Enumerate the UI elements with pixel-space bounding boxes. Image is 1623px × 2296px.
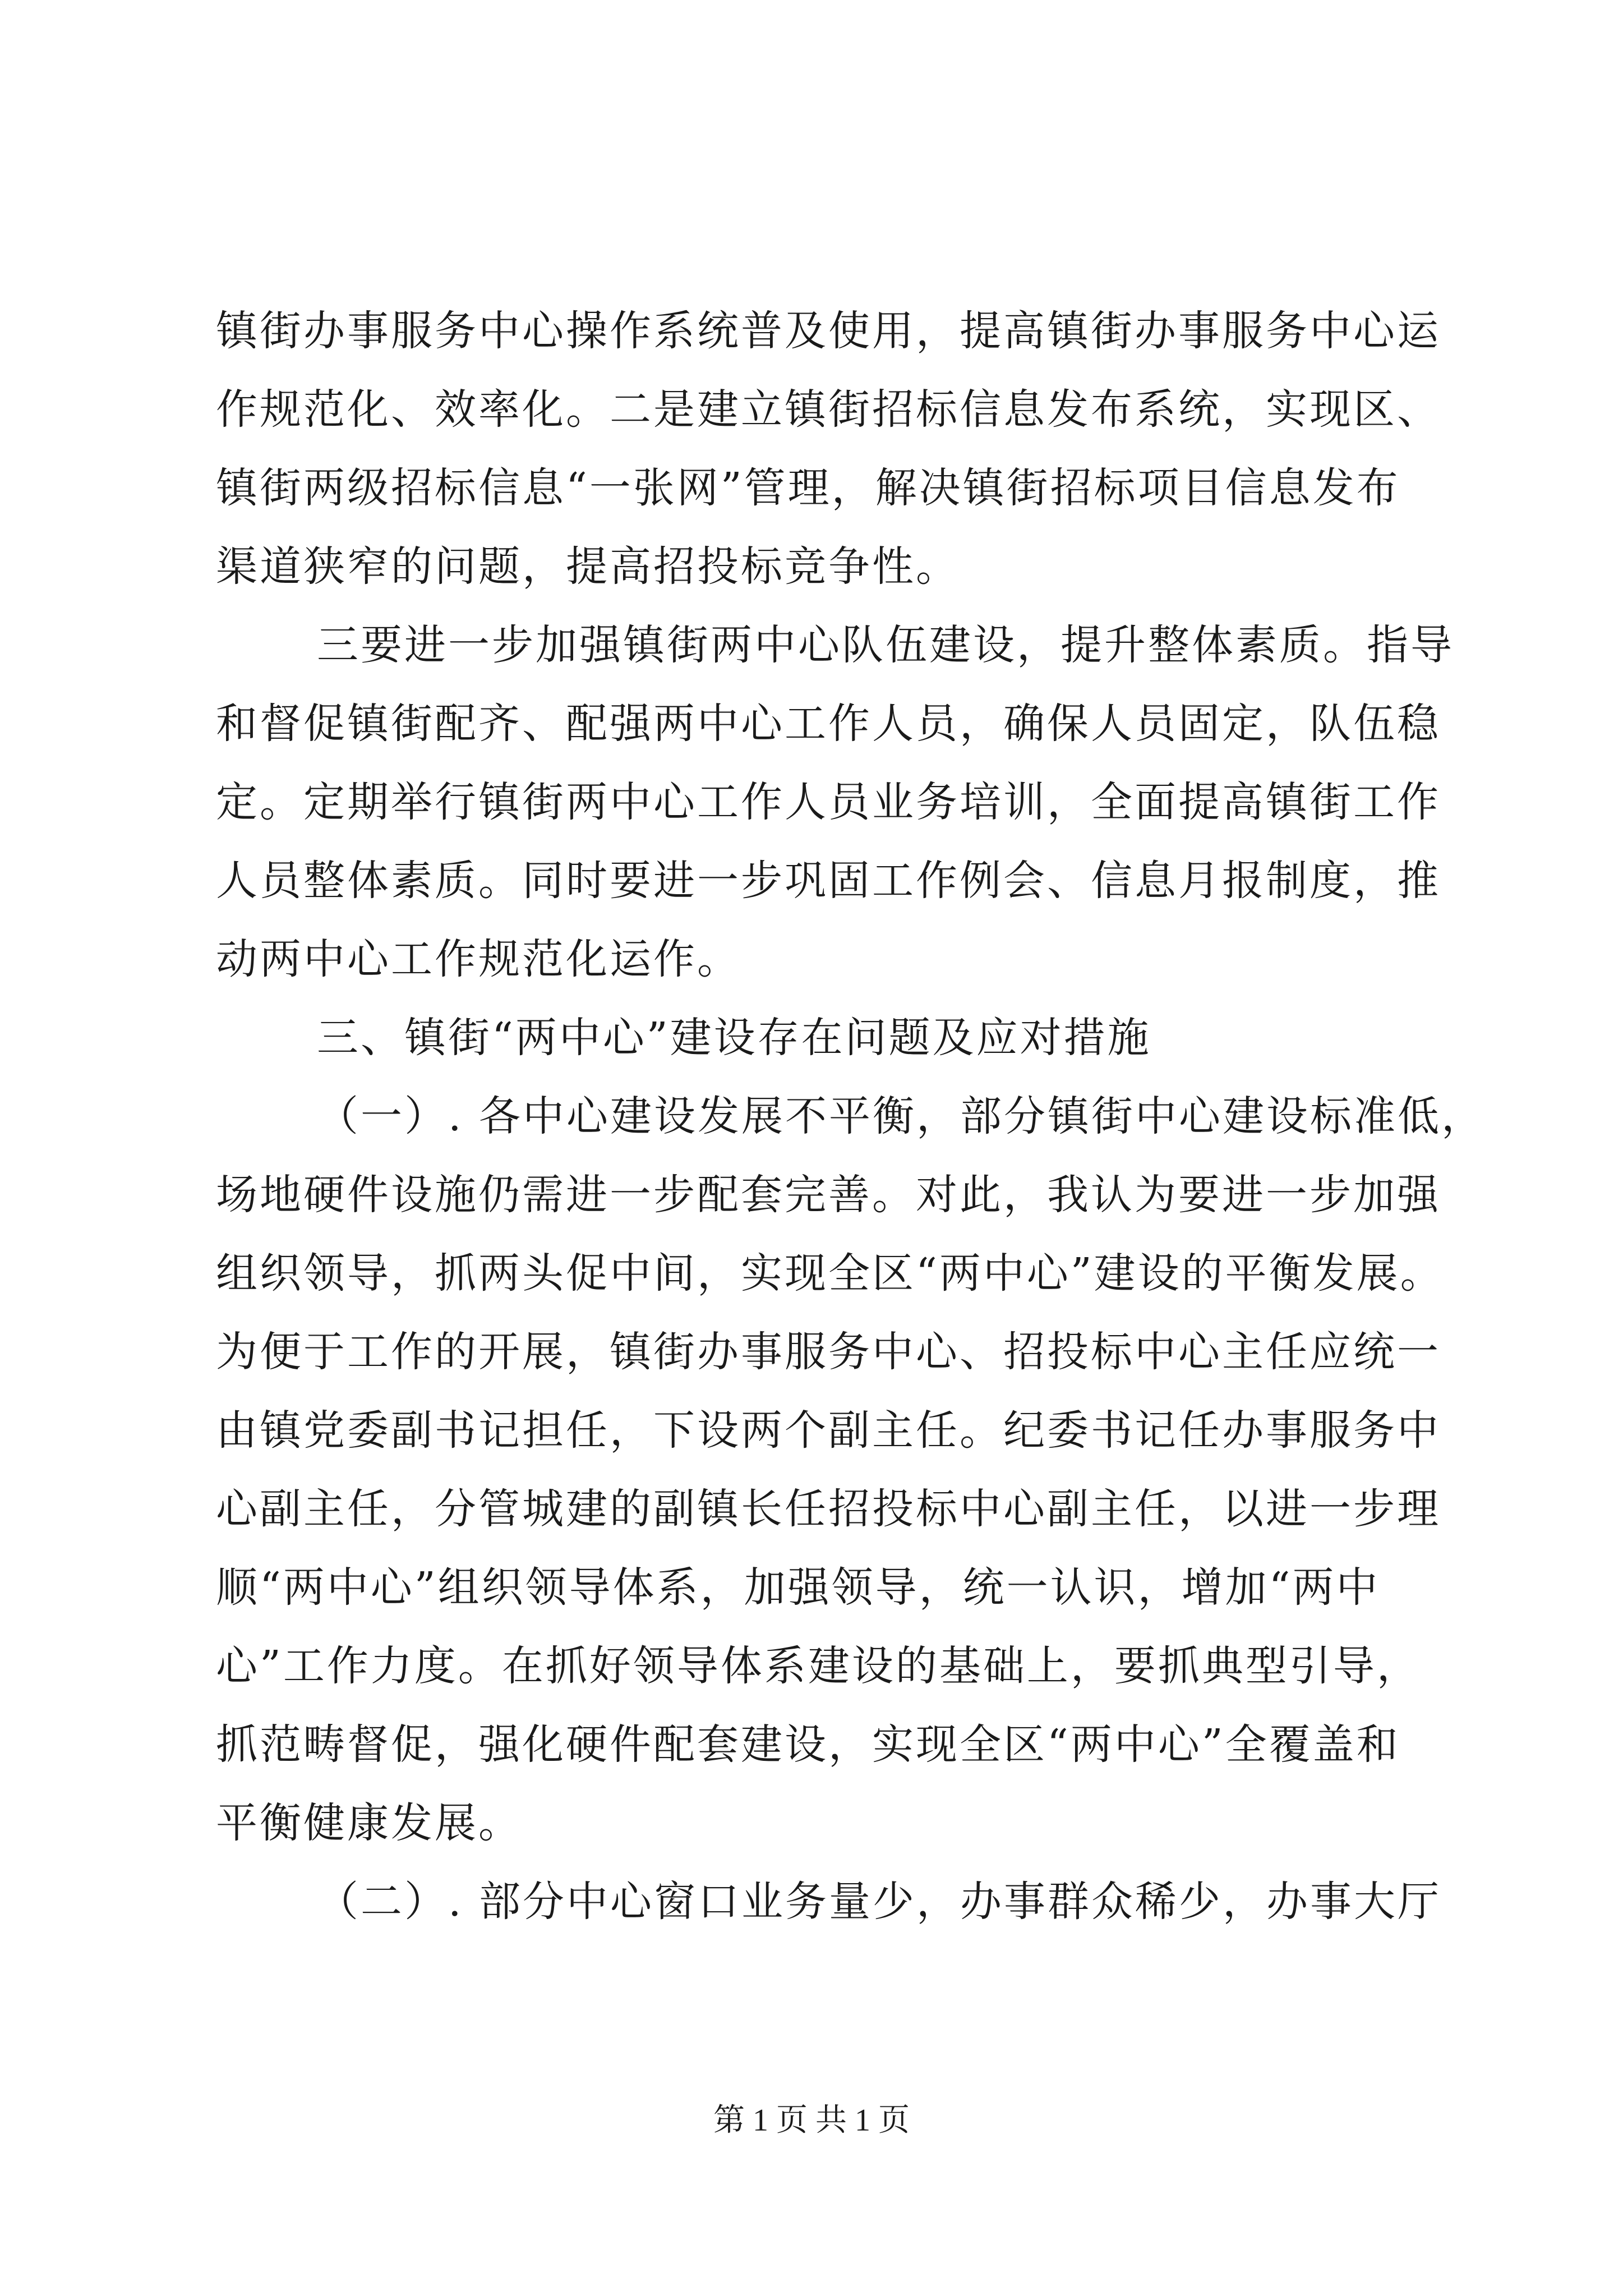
text-line-5: 三要进一步加强镇街两中心队伍建设，提升整体素质。指导	[317, 621, 1454, 669]
text-line-18: 心”工作力度。在抓好领导体系建设的基础上，要抓典型引导，	[216, 1642, 1421, 1690]
text-line-7: 定。定期举行镇街两中心工作人员业务培训，全面提高镇街工作	[216, 778, 1441, 826]
text-line-4: 渠道狭窄的问题，提高招投标竞争性。	[216, 542, 960, 591]
text-line-12: 场地硬件设施仍需进一步配套完善。对此，我认为要进一步加强	[216, 1171, 1441, 1219]
text-line-15: 由镇党委副书记担任，下设两个副主任。纪委书记任办事服务中	[216, 1406, 1441, 1455]
text-line-1: 镇街办事服务中心操作系统普及使用，提高镇街办事服务中心运	[216, 307, 1441, 355]
text-line-13: 组织领导，抓两头促中间，实现全区“两中心”建设的平衡发展。	[216, 1249, 1444, 1297]
text-line-19: 抓范畴督促，强化硬件配套建设，实现全区“两中心”全覆盖和	[216, 1720, 1400, 1769]
text-line-8: 人员整体素质。同时要进一步巩固工作例会、信息月报制度，推	[216, 857, 1441, 905]
text-line-16: 心副主任，分管城建的副镇长任招投标中心副主任，以进一步理	[216, 1485, 1441, 1533]
text-line-21: （二）. 部分中心窗口业务量少，办事群众稀少，办事大厅	[317, 1878, 1442, 1926]
text-line-17: 顺“两中心”组织领导体系，加强领导，统一认识，增加“两中	[216, 1563, 1380, 1612]
section-heading: 三、镇街“两中心”建设存在问题及应对措施	[317, 1014, 1151, 1062]
page-footer: 第 1 页 共 1 页	[713, 2103, 910, 2138]
text-line-6: 和督促镇街配齐、配强两中心工作人员，确保人员固定，队伍稳	[216, 700, 1441, 748]
text-line-20: 平衡健康发展。	[216, 1799, 522, 1847]
text-line-9: 动两中心工作规范化运作。	[216, 935, 741, 983]
text-line-3: 镇街两级招标信息“一张网”管理，解决镇街招标项目信息发布	[216, 464, 1400, 512]
text-line-11: （一）. 各中心建设发展不平衡，部分镇街中心建设标准低，	[317, 1092, 1486, 1140]
text-line-2: 作规范化、效率化。二是建立镇街招标信息发布系统，实现区、	[216, 385, 1441, 434]
text-line-14: 为便于工作的开展，镇街办事服务中心、招投标中心主任应统一	[216, 1328, 1441, 1376]
